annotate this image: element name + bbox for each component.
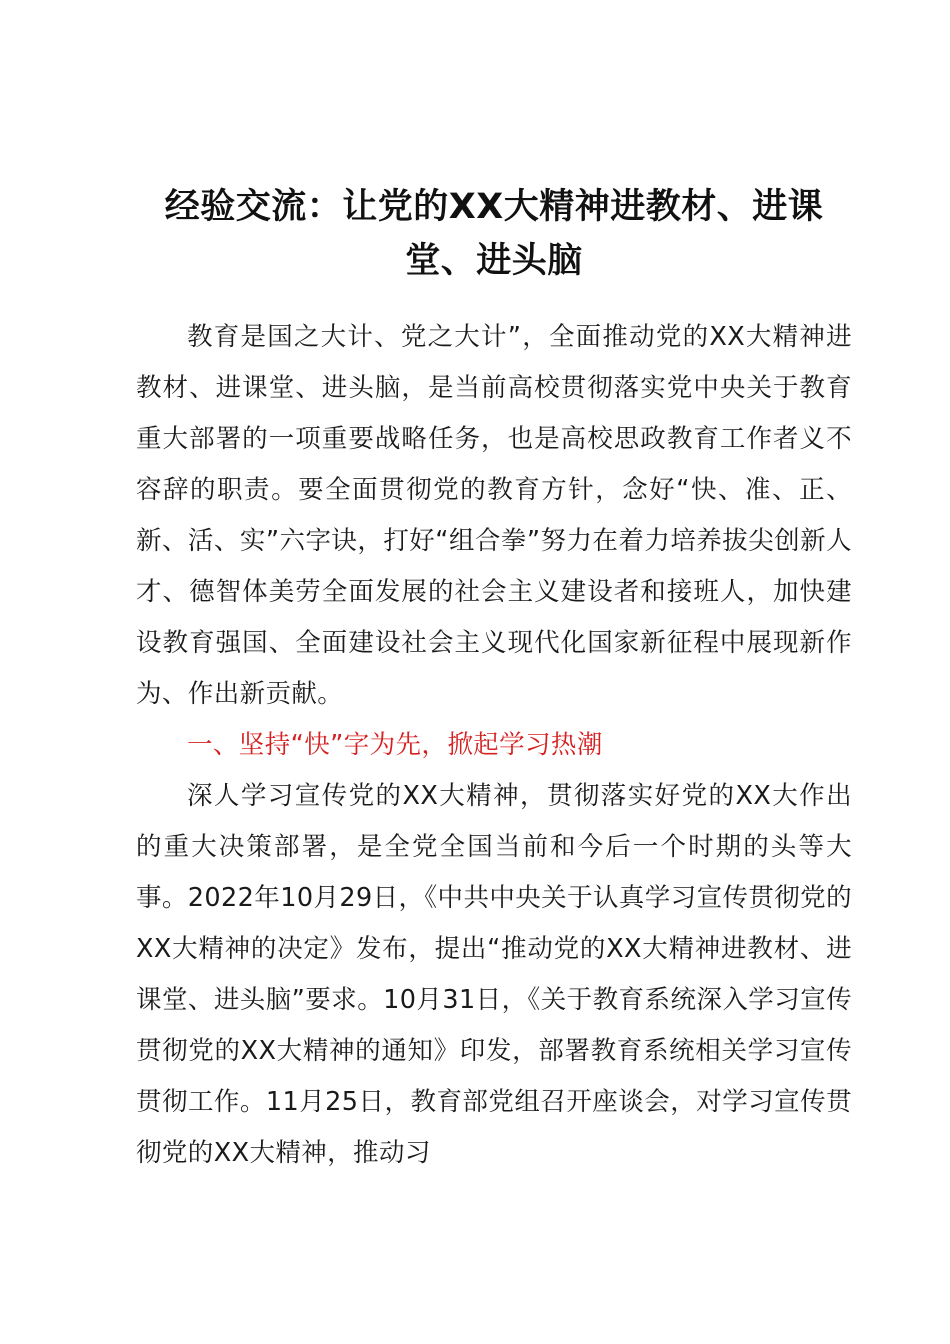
section-heading-1: 一、坚持“快”字为先，掀起学习热潮 <box>187 730 603 760</box>
section-1-paragraph: 深人学习宣传党的XX大精神，贯彻落实好党的XX大作出的重大决策部署，是全党全国当前和今后一个时期的头等大事。2022年10月29日，《中共中央关于认真学习宣传贯彻党的XX大精神的决定》发布，提出“推动党的XX大精神进教材、进课堂、进头脑”要求。10月31日，《关于教育系统深入学习宣传贯彻党的XX大精神的通知》印发，部署教育系统相关学习宣传贯彻工作。11月25日，教育部党组召开座谈会，对学习宣传贯彻党的XX大精神，推动习 <box>136 781 852 1168</box>
intro-paragraph: 教育是国之大计、党之大计”，全面推动党的XX大精神进教材、进课堂、进头脑，是当前高校贯彻落实党中央关于教育重大部署的一项重要战略任务，也是高校思政教育工作者义不容辞的职责。要全面贯彻党的教育方针，念好“快、准、正、新、活、实”六字诀，打好“组合拳”努力在着力培养拔尖创新人才、德智体美劳全面发展的社会主义建设者和接班人，加快建设教育强国、全面建设社会主义现代化国家新征程中展现新作为、作出新贡献。 <box>136 322 852 709</box>
document-page <box>136 180 852 1179</box>
document-title: 经验交流：让党的XX大精神进教材、进课堂、进头脑 <box>164 187 824 281</box>
